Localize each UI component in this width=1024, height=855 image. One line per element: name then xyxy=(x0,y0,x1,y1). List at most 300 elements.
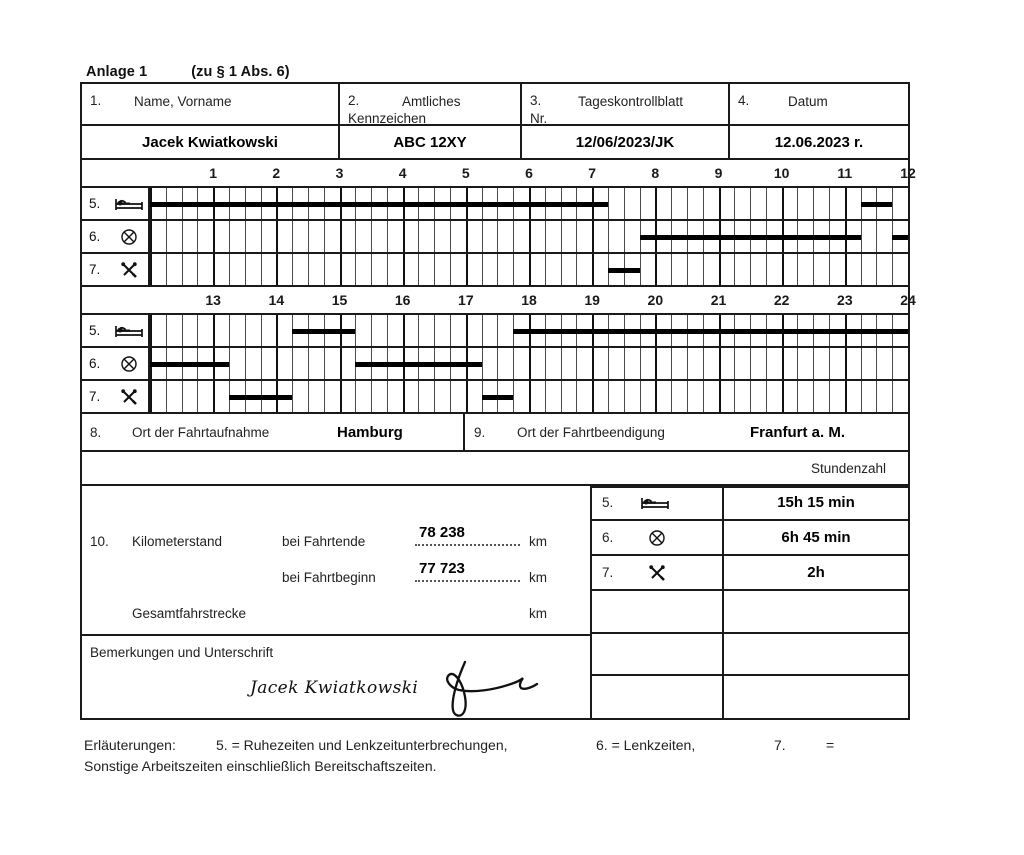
gridline-hour xyxy=(466,254,468,285)
summary-row-4-icon[interactable] xyxy=(592,591,724,634)
gridline-quarter xyxy=(545,254,546,285)
trip-start-num: 8. xyxy=(90,425,102,440)
row-label-5-top xyxy=(82,188,150,219)
row-label-7-bottom xyxy=(82,381,150,412)
gridline-hour xyxy=(213,381,215,412)
summary-row-6-icon[interactable] xyxy=(592,676,724,718)
gridline-quarter xyxy=(308,381,309,412)
trip-end-value: Franfurt a. M. xyxy=(750,424,846,441)
hour-tick-11: 11 xyxy=(837,165,853,181)
gridline-hour xyxy=(529,254,531,285)
legend-footer xyxy=(84,735,944,777)
gridline-quarter xyxy=(624,348,625,379)
odometer-row2-value: 77 723 xyxy=(419,560,465,577)
summary-row-6-value[interactable] xyxy=(724,676,908,718)
gridline-quarter xyxy=(608,188,609,219)
gridline-quarter xyxy=(876,221,877,252)
activity-bar[interactable] xyxy=(608,268,640,273)
chart-row-7-bottom xyxy=(82,381,908,414)
gridline-quarter xyxy=(387,221,388,252)
gridline-quarter xyxy=(545,348,546,379)
gridline-quarter xyxy=(513,254,514,285)
activity-bar[interactable] xyxy=(513,329,908,334)
scale-hours-00-12 xyxy=(82,160,916,188)
hour-tick-8: 8 xyxy=(651,165,660,181)
odometer-num: 10. xyxy=(90,534,109,549)
hour-tick-19: 19 xyxy=(584,292,600,308)
gridline-quarter xyxy=(813,381,814,412)
odometer-block xyxy=(82,486,592,634)
gridline-hour xyxy=(213,221,215,252)
gridline-quarter xyxy=(813,254,814,285)
gridline-hour xyxy=(403,381,405,412)
gridline-quarter xyxy=(766,381,767,412)
gridline-quarter xyxy=(734,348,735,379)
crossed-tools-icon xyxy=(109,388,148,406)
gridline-hour xyxy=(150,381,152,412)
gridline-quarter xyxy=(608,381,609,412)
row-num-5-bottom: 5. xyxy=(89,323,101,338)
hour-tick-9: 9 xyxy=(714,165,723,181)
gridline-quarter xyxy=(434,254,435,285)
gridline-hour xyxy=(592,221,594,252)
header-cell-date xyxy=(728,84,908,126)
hour-tick-20: 20 xyxy=(647,292,664,308)
activity-bar[interactable] xyxy=(150,202,608,207)
gridline-quarter xyxy=(450,221,451,252)
summary-num-7: 7. xyxy=(602,565,614,580)
summary-row-2-value xyxy=(724,521,908,556)
gridline-quarter xyxy=(450,381,451,412)
gridline-quarter xyxy=(797,381,798,412)
gridline-quarter xyxy=(292,254,293,285)
header-caption-sheet-line1: Tageskontrollblatt xyxy=(578,94,684,109)
row-label-5-bottom xyxy=(82,315,150,346)
gridline-quarter xyxy=(434,381,435,412)
header-value-sheet-no[interactable] xyxy=(520,126,728,160)
gridline-quarter xyxy=(292,381,293,412)
gridline-hour xyxy=(276,221,278,252)
gridline-hour xyxy=(782,381,784,412)
gridline-quarter xyxy=(829,254,830,285)
sheet-no-value: 12/06/2023/JK xyxy=(575,133,675,151)
gridline-hour xyxy=(150,254,152,285)
hour-tick-2: 2 xyxy=(272,165,281,181)
gridline-quarter xyxy=(640,381,641,412)
gridline-quarter xyxy=(418,381,419,412)
gridline-hour xyxy=(845,348,847,379)
summary-row-4-value[interactable] xyxy=(724,591,908,634)
anlage-reference: (zu § 1 Abs. 6) xyxy=(191,64,290,80)
gridline-quarter xyxy=(797,188,798,219)
gridline-quarter xyxy=(497,221,498,252)
summary-row-2-icon xyxy=(592,521,724,556)
plate-value: ABC 12XY xyxy=(393,133,467,151)
gridline-hour xyxy=(340,221,342,252)
odometer-row1-dots xyxy=(415,544,520,546)
gridline-hour xyxy=(592,381,594,412)
gridline-quarter xyxy=(576,221,577,252)
trip-start-value: Hamburg xyxy=(337,424,403,441)
hour-tick-16: 16 xyxy=(394,292,411,308)
legend-item-5: 5. = Ruhezeiten und Lenkzeitunterbrechungen, xyxy=(216,737,508,753)
gridline-quarter xyxy=(766,254,767,285)
gridline-quarter xyxy=(182,254,183,285)
header-num-2: 2. xyxy=(348,93,360,108)
hour-tick-17: 17 xyxy=(458,292,474,308)
gridline-quarter xyxy=(371,315,372,346)
gridline-hour xyxy=(213,254,215,285)
legend-item-6: 6. = Lenkzeiten, xyxy=(596,737,696,753)
gridline-quarter xyxy=(371,221,372,252)
gridline-quarter xyxy=(324,221,325,252)
gridline-quarter xyxy=(355,315,356,346)
trip-end-num: 9. xyxy=(474,425,486,440)
gridline-quarter xyxy=(418,221,419,252)
gridline-quarter xyxy=(229,221,230,252)
gridline-hour xyxy=(340,254,342,285)
gridline-hour xyxy=(276,254,278,285)
gridline-quarter xyxy=(513,221,514,252)
bed-icon xyxy=(640,495,670,516)
gridline-quarter xyxy=(861,348,862,379)
gridline-quarter xyxy=(576,348,577,379)
row-label-6-top xyxy=(82,221,150,252)
gridline-hour xyxy=(655,348,657,379)
gridline-quarter xyxy=(166,315,167,346)
gridline-quarter xyxy=(482,221,483,252)
gridline-quarter xyxy=(829,348,830,379)
timeline-track-6-bottom[interactable] xyxy=(150,348,908,379)
gridline-quarter xyxy=(355,254,356,285)
bed-icon xyxy=(109,323,148,339)
header-caption-plate-line1: Amtliches xyxy=(402,94,461,109)
gridline-quarter xyxy=(229,348,230,379)
anlage-label: Anlage 1 xyxy=(86,64,148,80)
summary-row-1-icon xyxy=(592,486,724,521)
hour-tick-24: 24 xyxy=(900,292,916,308)
timeline-track-5-bottom[interactable] xyxy=(150,315,908,346)
gridline-quarter xyxy=(292,221,293,252)
row-num-7-top: 7. xyxy=(89,262,101,277)
row-num-6-bottom: 6. xyxy=(89,356,101,371)
steering-wheel-icon xyxy=(109,355,148,373)
gridline-quarter xyxy=(450,254,451,285)
gridline-quarter xyxy=(182,221,183,252)
gridline-quarter xyxy=(750,188,751,219)
gridline-quarter xyxy=(497,348,498,379)
gridline-quarter xyxy=(245,315,246,346)
gridline-quarter xyxy=(892,348,893,379)
summary-row-3-value xyxy=(724,556,908,591)
trip-start-caption: Ort der Fahrtaufnahme xyxy=(132,425,270,440)
gridline-hour xyxy=(403,221,405,252)
odometer-row2-dots xyxy=(415,580,520,582)
gridline-quarter xyxy=(734,254,735,285)
odometer-total-label: Gesamtfahrstrecke xyxy=(132,606,247,621)
gridline-quarter xyxy=(766,348,767,379)
gridline-quarter xyxy=(734,381,735,412)
header-caption-sheet-line2: Nr. xyxy=(530,111,548,126)
gridline-quarter xyxy=(797,254,798,285)
gridline-hour xyxy=(655,381,657,412)
gridline-quarter xyxy=(687,254,688,285)
activity-bar[interactable] xyxy=(150,362,229,367)
gridline-quarter xyxy=(261,254,262,285)
gridline-quarter xyxy=(245,254,246,285)
steering-wheel-icon xyxy=(648,529,666,552)
gridline-quarter xyxy=(861,221,862,252)
timeline-track-5-top[interactable] xyxy=(150,188,908,219)
gridline-hour xyxy=(845,381,847,412)
gridline-quarter xyxy=(813,188,814,219)
gridline-quarter xyxy=(687,348,688,379)
header-caption-name: Name, Vorname xyxy=(134,94,232,109)
gridline-quarter xyxy=(576,381,577,412)
form-frame xyxy=(80,82,916,720)
gridline-quarter xyxy=(497,315,498,346)
gridline-quarter xyxy=(750,254,751,285)
gridline-quarter xyxy=(166,381,167,412)
header-cell-name xyxy=(82,84,338,126)
gridline-quarter xyxy=(197,254,198,285)
gridline-hour xyxy=(276,348,278,379)
hour-tick-23: 23 xyxy=(837,292,853,308)
row-label-6-bottom xyxy=(82,348,150,379)
activity-bar[interactable] xyxy=(229,395,292,400)
gridline-hour xyxy=(782,348,784,379)
gridline-quarter xyxy=(324,348,325,379)
gridline-quarter xyxy=(624,221,625,252)
gridline-quarter xyxy=(766,188,767,219)
gridline-hour xyxy=(466,381,468,412)
bed-icon xyxy=(109,196,148,212)
activity-bar[interactable] xyxy=(355,362,481,367)
gridline-quarter xyxy=(561,381,562,412)
gridline-quarter xyxy=(703,348,704,379)
gridline-quarter xyxy=(876,381,877,412)
gridline-hour xyxy=(655,188,657,219)
gridline-quarter xyxy=(387,381,388,412)
header-value-plate[interactable] xyxy=(338,126,520,160)
timeline-track-7-top[interactable] xyxy=(150,254,908,285)
gridline-hour xyxy=(403,315,405,346)
timeline-track-6-top[interactable] xyxy=(150,221,908,252)
gridline-quarter xyxy=(482,348,483,379)
row-label-7-top xyxy=(82,254,150,285)
gridline-quarter xyxy=(703,254,704,285)
gridline-quarter xyxy=(624,381,625,412)
gridline-quarter xyxy=(829,188,830,219)
row-num-5-top: 5. xyxy=(89,196,101,211)
header-value-date[interactable] xyxy=(728,126,908,160)
signature-mark xyxy=(437,658,547,725)
gridline-quarter xyxy=(308,254,309,285)
hour-tick-3: 3 xyxy=(335,165,344,181)
gridline-hour xyxy=(213,315,215,346)
gridline-quarter xyxy=(861,381,862,412)
legend-item-7-num: 7. xyxy=(774,737,786,753)
gridline-quarter xyxy=(829,381,830,412)
gridline-quarter xyxy=(750,348,751,379)
gridline-quarter xyxy=(576,254,577,285)
gridline-hour xyxy=(276,315,278,346)
gridline-quarter xyxy=(308,221,309,252)
signature-block[interactable] xyxy=(82,634,592,718)
header-cell-plate xyxy=(338,84,520,126)
header-caption-plate-line2: Kennzeichen xyxy=(348,111,427,126)
gridline-hour xyxy=(150,315,152,346)
gridline-hour xyxy=(529,348,531,379)
summary-value-5: 15h 15 min xyxy=(777,494,855,511)
gridline-hour xyxy=(592,348,594,379)
gridline-hour xyxy=(782,188,784,219)
gridline-quarter xyxy=(545,221,546,252)
odometer-row1-label: bei Fahrtende xyxy=(282,534,366,549)
anlage-heading xyxy=(86,64,290,80)
gridline-quarter xyxy=(418,254,419,285)
activity-bar[interactable] xyxy=(640,235,861,240)
gridline-quarter xyxy=(687,381,688,412)
gridline-quarter xyxy=(876,348,877,379)
gridline-quarter xyxy=(371,254,372,285)
hour-tick-4: 4 xyxy=(398,165,407,181)
hour-tick-21: 21 xyxy=(710,292,727,308)
gridline-quarter xyxy=(292,348,293,379)
summary-row-3-icon xyxy=(592,556,724,591)
stundenzahl-label: Stundenzahl xyxy=(810,461,886,476)
chart-row-5-top xyxy=(82,188,908,221)
activity-bar[interactable] xyxy=(861,202,893,207)
gridline-quarter xyxy=(671,188,672,219)
gridline-hour xyxy=(719,188,721,219)
chart-row-7-top xyxy=(82,254,908,287)
gridline-quarter xyxy=(545,381,546,412)
activity-bar[interactable] xyxy=(292,329,355,334)
gridline-hour xyxy=(719,348,721,379)
summary-num-6: 6. xyxy=(602,530,614,545)
header-caption-date: Datum xyxy=(788,94,828,109)
hour-tick-7: 7 xyxy=(588,165,597,181)
gridline-hour xyxy=(719,254,721,285)
gridline-hour xyxy=(403,254,405,285)
gridline-hour xyxy=(592,254,594,285)
summary-row-5-icon[interactable] xyxy=(592,634,724,676)
scale-hours-12-24 xyxy=(82,287,916,315)
steering-wheel-icon xyxy=(109,228,148,246)
gridline-quarter xyxy=(482,254,483,285)
gridline-quarter xyxy=(703,188,704,219)
hour-tick-14: 14 xyxy=(268,292,285,308)
gridline-quarter xyxy=(261,221,262,252)
gridline-hour xyxy=(845,254,847,285)
gridline-quarter xyxy=(703,381,704,412)
gridline-quarter xyxy=(182,315,183,346)
gridline-quarter xyxy=(876,254,877,285)
odometer-caption: Kilometerstand xyxy=(132,534,223,549)
gridline-quarter xyxy=(561,221,562,252)
row-num-7-bottom: 7. xyxy=(89,389,101,404)
header-num-4: 4. xyxy=(738,93,750,108)
gridline-hour xyxy=(340,381,342,412)
gridline-quarter xyxy=(355,381,356,412)
header-value-name[interactable] xyxy=(82,126,338,160)
gridline-hour xyxy=(529,381,531,412)
gridline-quarter xyxy=(434,221,435,252)
gridline-quarter xyxy=(640,348,641,379)
gridline-quarter xyxy=(182,381,183,412)
gridline-quarter xyxy=(197,221,198,252)
gridline-quarter xyxy=(640,254,641,285)
gridline-quarter xyxy=(861,254,862,285)
gridline-quarter xyxy=(750,381,751,412)
summary-value-6: 6h 45 min xyxy=(781,529,851,546)
hour-tick-5: 5 xyxy=(461,165,470,181)
gridline-quarter xyxy=(813,348,814,379)
chart-scale-top xyxy=(82,160,916,188)
hour-tick-12: 12 xyxy=(900,165,916,181)
hour-tick-18: 18 xyxy=(521,292,537,308)
legend-item-7-text: Sonstige Arbeitszeiten einschließlich Bereitschaftszeiten. xyxy=(84,758,437,774)
hour-tick-10: 10 xyxy=(773,165,790,181)
gridline-quarter xyxy=(229,254,230,285)
gridline-quarter xyxy=(197,381,198,412)
gridline-quarter xyxy=(892,254,893,285)
gridline-quarter xyxy=(671,348,672,379)
legend-title: Erläuterungen: xyxy=(84,737,176,753)
gridline-quarter xyxy=(355,221,356,252)
gridline-quarter xyxy=(892,381,893,412)
timeline-track-7-bottom[interactable] xyxy=(150,381,908,412)
crossed-tools-icon xyxy=(648,564,666,587)
chart-scale-bottom xyxy=(82,287,916,315)
summary-row-1-value xyxy=(724,486,908,521)
hour-tick-1: 1 xyxy=(209,165,218,181)
activity-bar[interactable] xyxy=(892,235,908,240)
summary-num-5: 5. xyxy=(602,495,614,510)
gridline-hour xyxy=(466,221,468,252)
gridline-quarter xyxy=(687,188,688,219)
header-num-1: 1. xyxy=(90,93,102,108)
gridline-hour xyxy=(150,221,152,252)
activity-bar[interactable] xyxy=(482,395,514,400)
driver-name-value: Jacek Kwiatkowski xyxy=(142,133,278,151)
signature-name: Jacek Kwiatkowski xyxy=(250,678,419,698)
gridline-quarter xyxy=(324,254,325,285)
gridline-quarter xyxy=(561,254,562,285)
gridline-hour xyxy=(655,254,657,285)
date-value: 12.06.2023 r. xyxy=(774,133,864,151)
gridline-quarter xyxy=(624,188,625,219)
trip-end-caption: Ort der Fahrtbeendigung xyxy=(517,425,665,440)
header-num-3: 3. xyxy=(530,93,542,108)
trip-start-cell xyxy=(82,414,463,452)
gridline-quarter xyxy=(387,315,388,346)
chart-row-6-bottom xyxy=(82,348,908,381)
gridline-quarter xyxy=(308,348,309,379)
hour-tick-15: 15 xyxy=(331,292,348,308)
odometer-row1-value: 78 238 xyxy=(419,524,465,541)
summary-row-5-value[interactable] xyxy=(724,634,908,676)
gridline-quarter xyxy=(671,381,672,412)
gridline-quarter xyxy=(324,381,325,412)
gridline-hour xyxy=(719,381,721,412)
gridline-quarter xyxy=(797,348,798,379)
gridline-quarter xyxy=(608,221,609,252)
hour-tick-13: 13 xyxy=(205,292,221,308)
gridline-quarter xyxy=(482,315,483,346)
gridline-quarter xyxy=(892,188,893,219)
